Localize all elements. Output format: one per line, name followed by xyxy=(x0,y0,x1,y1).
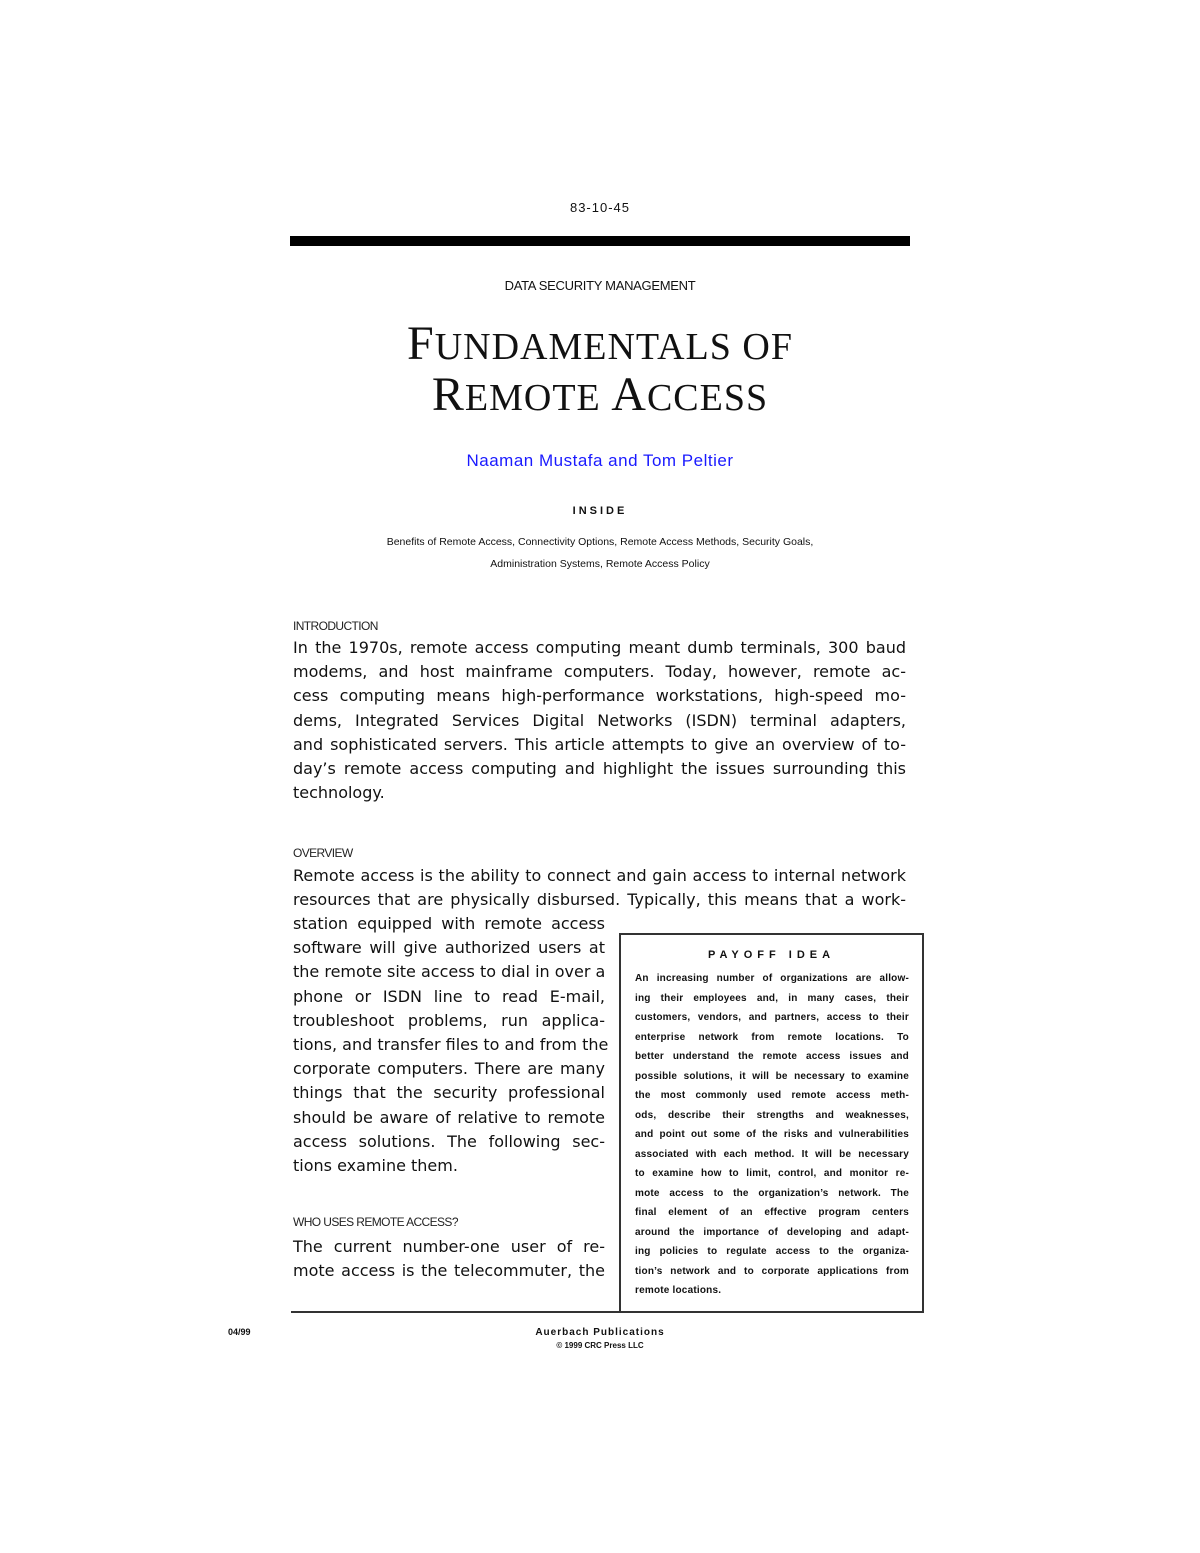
footer-publisher: Auerbach Publications xyxy=(535,1327,665,1338)
overview-paragraph-column: station equipped with remote access software will give authorized users at the remote site access to dial in over a phone or ISDN line to read E-mail, troubleshoot problems, run applica- tions, and transfer files to and from the corporate computers. There are many things that the security professional should be aware of relative to remote access solutions. The following sec- tions examine them. xyxy=(293,914,609,1176)
who-uses-paragraph: The current number-one user of re- mote access is the telecommuter, the xyxy=(293,1237,605,1281)
overview-paragraph: Remote access is the ability to connect and gain access to internal network resources that are physically disbursed. Typically, this means that a work- xyxy=(293,866,906,910)
title-line-2: REMOTE ACCESS xyxy=(431,368,769,421)
inside-topics: Benefits of Remote Access, Connectivity Options, Remote Access Methods, Security Goals, Administration Systems, Remote Access Policy xyxy=(386,536,814,570)
title-line-1: FUNDAMENTALS OF xyxy=(407,317,793,370)
section-heading-introduction: INTRODUCTION xyxy=(293,619,378,633)
footer-date: 04/99 xyxy=(228,1327,251,1337)
authors-link[interactable]: Naaman Mustafa and Tom Peltier xyxy=(466,451,734,470)
document-number: 83-10-45 xyxy=(569,200,631,215)
top-rule xyxy=(290,236,910,246)
footer-rule xyxy=(291,1311,619,1313)
section-heading-overview: OVERVIEW xyxy=(293,846,353,860)
series-title: DATA SECURITY MANAGEMENT xyxy=(504,278,696,293)
introduction-paragraph: In the 1970s, remote access computing meant dumb terminals, 300 baud modems, and host mainframe computers. Today, however, remote ac- cess computing means high-performance workstations, high-speed mo- dems, Integrated Services Digital Networks (ISDN) terminal adapters, and sophisticated servers. This article attempts to give an overview of to- day’s remote access computing and highlight the issues surrounding this technology. xyxy=(293,638,906,803)
section-heading-who-uses: WHO USES REMOTE ACCESS? xyxy=(293,1215,458,1229)
payoff-idea-box xyxy=(619,933,924,1313)
payoff-title: PAYOFF IDEA xyxy=(707,949,836,961)
inside-label: INSIDE xyxy=(572,505,628,517)
payoff-text: An increasing number of organizations are allow- ing their employees and, in many cases, their customers, vendors, and partners, access to their enterprise network from remote locations. To better understand the remote access issues and possible solutions, it will be necessary to examine the most commonly used remote access meth- ods, describe their strengths and weaknesses, and point out some of the risks and vulnerabilities associated with each method. It will be necessary to examine how to limit, control, and monitor re- mote access to the organization’s network. The final element of an effective program centers around the importance of developing and adapt- ing policies to regulate access to the organiza- tion’s network and to corporate applications from remote locations. xyxy=(635,973,909,1296)
page-title xyxy=(0,317,1200,422)
footer-copyright: © 1999 CRC Press LLC xyxy=(556,1341,644,1350)
